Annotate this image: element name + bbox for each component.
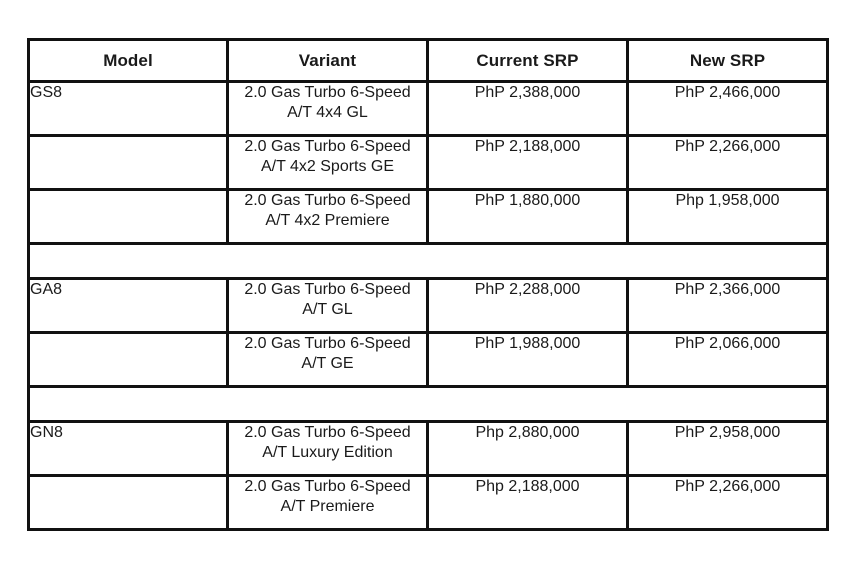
variant-line-1: 2.0 Gas Turbo 6-Speed: [244, 192, 411, 209]
variant-line-2: A/T GE: [301, 355, 354, 373]
srp-price-table: [27, 38, 829, 531]
cell-current-srp: PhP 2,188,000: [428, 136, 628, 190]
table-row: [29, 136, 828, 190]
variant-line-1: 2.0 Gas Turbo 6-Speed: [244, 138, 411, 155]
variant-line-2: A/T Luxury Edition: [262, 444, 393, 462]
variant-line-2: A/T 4x2 Premiere: [265, 212, 390, 230]
group-spacer-row: [29, 244, 828, 279]
variant-line-1: 2.0 Gas Turbo 6-Speed: [244, 335, 411, 352]
header-row: [29, 40, 828, 82]
cell-new-srp: PhP 2,266,000: [628, 136, 828, 190]
cell-variant: [228, 422, 428, 476]
table-row: [29, 422, 828, 476]
cell-current-srp: PhP 2,288,000: [428, 279, 628, 333]
table-row: [29, 476, 828, 530]
cell-new-srp: PhP 2,366,000: [628, 279, 828, 333]
cell-variant: [228, 476, 428, 530]
cell-new-srp: PhP 2,958,000: [628, 422, 828, 476]
variant-line-1: 2.0 Gas Turbo 6-Speed: [244, 281, 411, 298]
variant-line-2: A/T 4x2 Sports GE: [260, 158, 395, 176]
cell-new-srp: PhP 2,266,000: [628, 476, 828, 530]
cell-variant: [228, 82, 428, 136]
cell-model: [29, 136, 228, 190]
table-row: [29, 190, 828, 244]
variant-line-1: 2.0 Gas Turbo 6-Speed: [244, 424, 411, 441]
group-spacer-cell: [29, 387, 828, 422]
group-spacer-row: [29, 387, 828, 422]
table-row: [29, 333, 828, 387]
variant-line-1: 2.0 Gas Turbo 6-Speed: [244, 478, 411, 495]
table-row: [29, 279, 828, 333]
cell-variant: [228, 136, 428, 190]
table-body: [29, 82, 828, 530]
cell-model: GN8: [29, 422, 228, 476]
cell-current-srp: Php 2,880,000: [428, 422, 628, 476]
cell-variant: [228, 279, 428, 333]
cell-current-srp: PhP 1,988,000: [428, 333, 628, 387]
cell-model: [29, 476, 228, 530]
column-header-new-srp: New SRP: [628, 40, 828, 82]
cell-model: GS8: [29, 82, 228, 136]
variant-line-2: A/T GL: [302, 301, 353, 319]
cell-model: GA8: [29, 279, 228, 333]
cell-model: [29, 333, 228, 387]
cell-current-srp: Php 2,188,000: [428, 476, 628, 530]
cell-new-srp: PhP 2,466,000: [628, 82, 828, 136]
cell-variant: [228, 333, 428, 387]
cell-current-srp: PhP 1,880,000: [428, 190, 628, 244]
table-row: [29, 82, 828, 136]
price-table-container: [27, 38, 826, 531]
variant-line-2: A/T 4x4 GL: [287, 104, 368, 122]
cell-new-srp: Php 1,958,000: [628, 190, 828, 244]
column-header-variant: Variant: [228, 40, 428, 82]
group-spacer-cell: [29, 244, 828, 279]
column-header-current-srp: Current SRP: [428, 40, 628, 82]
cell-variant: [228, 190, 428, 244]
cell-new-srp: PhP 2,066,000: [628, 333, 828, 387]
column-header-model: Model: [29, 40, 228, 82]
variant-line-2: A/T Premiere: [280, 498, 375, 516]
variant-line-1: 2.0 Gas Turbo 6-Speed: [244, 84, 411, 101]
cell-current-srp: PhP 2,388,000: [428, 82, 628, 136]
cell-model: [29, 190, 228, 244]
table-header: [29, 40, 828, 82]
